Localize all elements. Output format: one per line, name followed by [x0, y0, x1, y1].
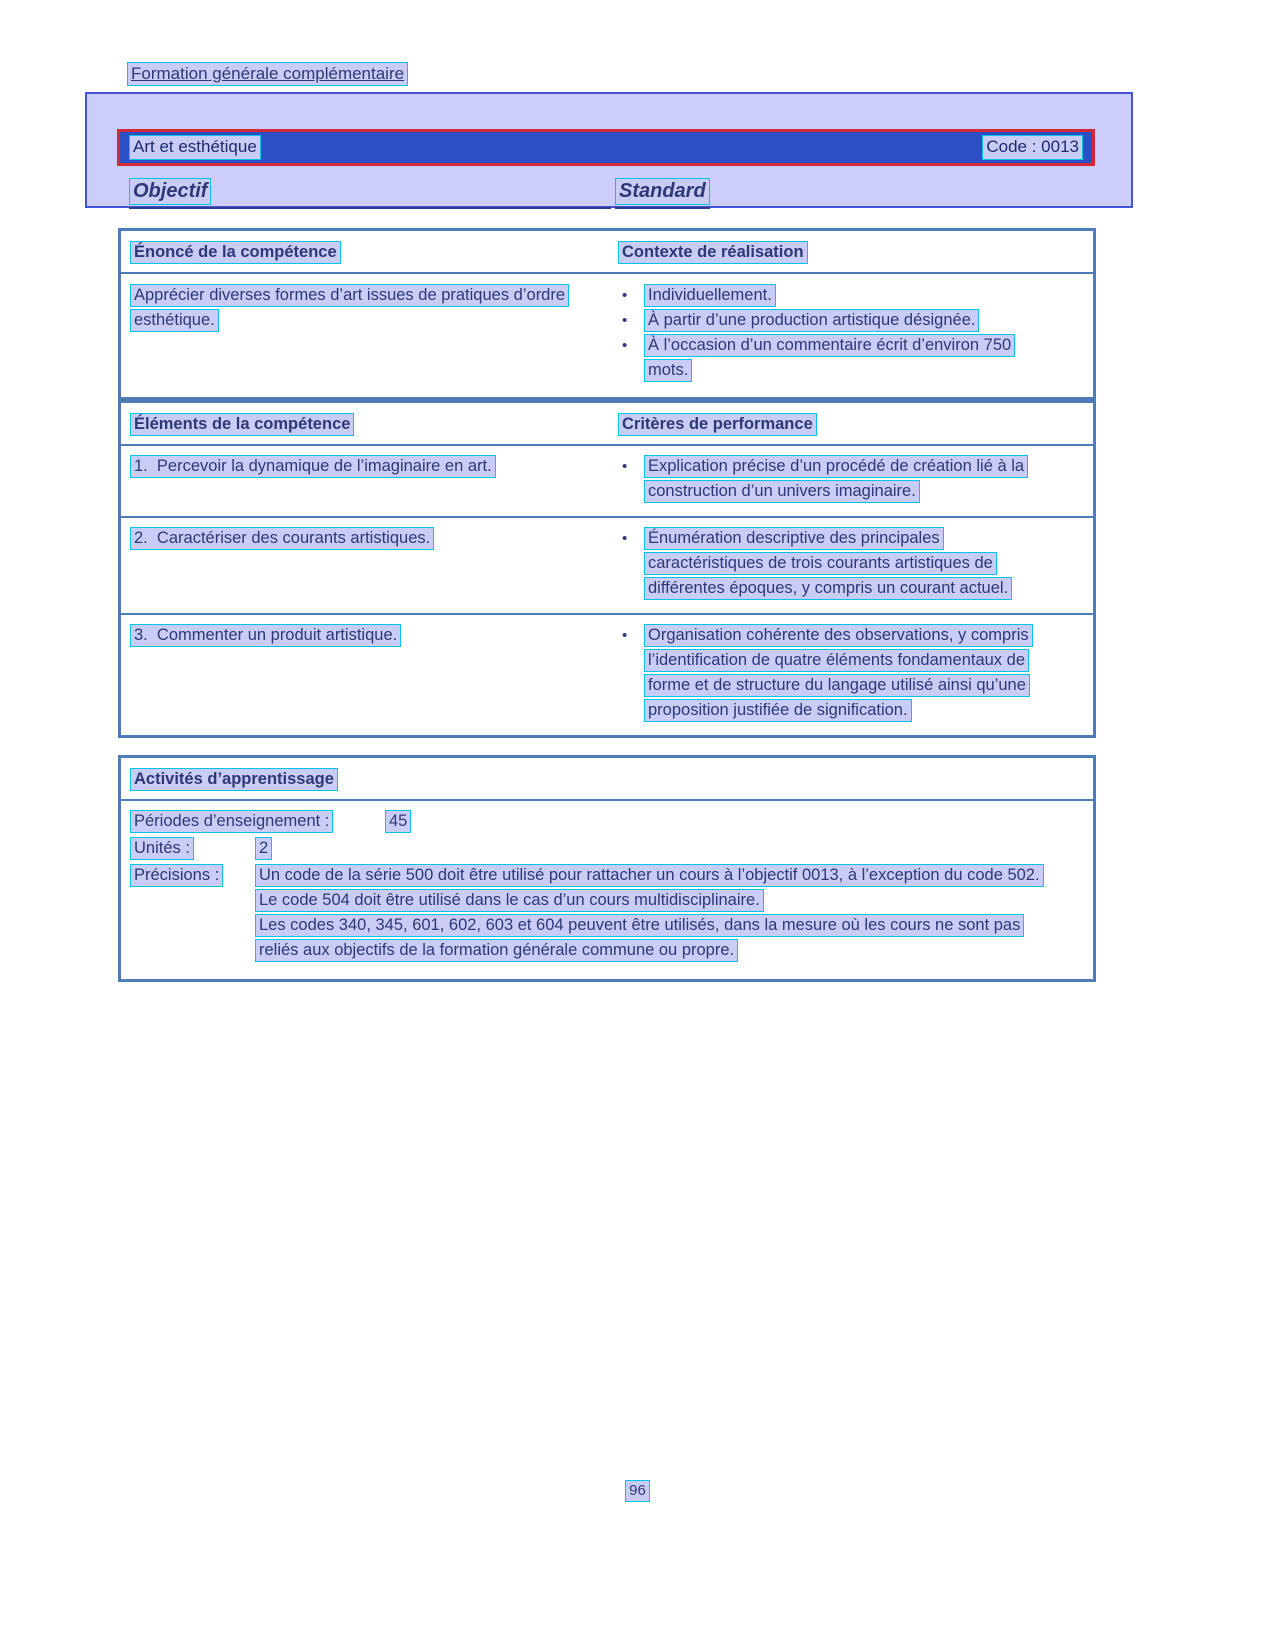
unites-value: 2: [255, 837, 272, 860]
enonce-text: Apprécier diverses formes d’art issues de pratiques d’ordre esthétique.: [130, 284, 569, 332]
course-title: Art et esthétique: [129, 135, 261, 160]
contexte-item: Individuellement.: [644, 284, 776, 307]
list-item: [618, 623, 1084, 723]
periodes-label: Périodes d’enseignement :: [130, 810, 333, 833]
enonce-header-label: Énoncé de la compétence: [130, 241, 341, 264]
header-cell-criteres: [618, 412, 1084, 437]
activites-table: [118, 755, 1096, 982]
element-cell: [130, 623, 618, 723]
element-cell: [130, 454, 618, 504]
critere-text: Explication précise d’un procédé de création lié à la construction d’un univers imaginaire.: [644, 455, 1028, 503]
bullet-icon: •: [622, 312, 628, 329]
precision-paragraph: Un code de la série 500 doit être utilisé pour rattacher un cours à l’objectif 0013, à l’exception du code 502.: [255, 864, 1044, 887]
contexte-item: À partir d’une production artistique désignée.: [644, 309, 979, 332]
precisions-content: [255, 863, 1055, 963]
list-item: [618, 283, 1084, 308]
periodes-value: 45: [385, 810, 411, 833]
section-link[interactable]: Formation générale complémentaire: [127, 62, 408, 86]
precision-paragraph: Le code 504 doit être utilisé dans le cas d’un cours multidisciplinaire.: [255, 889, 764, 912]
objectif-heading: [129, 180, 611, 209]
course-title-bar: [117, 129, 1095, 166]
list-item: [618, 333, 1084, 383]
header-cell-enonce: [130, 240, 618, 265]
element-row: [121, 516, 1093, 613]
critere-cell: [618, 623, 1084, 723]
bullet-icon: •: [622, 337, 628, 354]
precisions-row: [130, 863, 1084, 963]
critere-cell: [618, 454, 1084, 504]
bullet-icon: •: [622, 287, 628, 304]
elements-header-label: Éléments de la compétence: [130, 413, 354, 436]
list-item: [618, 308, 1084, 333]
critere-text: Énumération descriptive des principales caractéristiques de trois courants artistiques de différentes époques, y compris un courant actuel.: [644, 527, 1012, 600]
critere-cell: [618, 526, 1084, 601]
element-cell: [130, 526, 618, 601]
precisions-label: Précisions :: [130, 864, 223, 887]
elements-table: [118, 400, 1096, 738]
competence-table-body: [121, 274, 1093, 397]
contexte-cell: [618, 283, 1084, 383]
page-number: 96: [625, 1480, 650, 1502]
column-headings: [129, 180, 710, 209]
element-row: [121, 613, 1093, 735]
activites-header-label: Activités d’apprentissage: [130, 768, 338, 791]
competence-table-header: [121, 231, 1093, 274]
course-code: Code : 0013: [982, 135, 1083, 160]
element-row: [121, 446, 1093, 516]
header-cell-elements: [130, 412, 618, 437]
unites-row: [130, 836, 1084, 861]
criteres-header-label: Critères de performance: [618, 413, 817, 436]
bullet-icon: •: [622, 627, 628, 644]
list-item: [618, 454, 1084, 504]
list-item: [618, 526, 1084, 601]
unites-label: Unités :: [130, 837, 194, 860]
objectif-label: Objectif: [129, 178, 211, 205]
critere-text: Organisation cohérente des observations, y compris l’identification de quatre éléments fondamentaux de forme et de structure du langage utilisé ainsi qu’une proposition justifiée de signification.: [644, 624, 1033, 722]
precision-paragraph: Les codes 340, 345, 601, 602, 603 et 604 peuvent être utilisés, dans la mesure où les cours ne sont pas reliés aux objectifs de la formation générale commune ou propre.: [255, 914, 1024, 962]
contexte-item: À l’occasion d’un commentaire écrit d’environ 750 mots.: [644, 334, 1015, 382]
standard-heading: [615, 180, 710, 209]
element-text: 1. Percevoir la dynamique de l’imaginaire en art.: [130, 455, 496, 478]
element-text: 2. Caractériser des courants artistiques.: [130, 527, 434, 550]
bullet-icon: •: [622, 530, 628, 547]
periodes-row: [130, 809, 1084, 834]
bullet-icon: •: [622, 458, 628, 475]
contexte-header-label: Contexte de réalisation: [618, 241, 808, 264]
page-number-container: [0, 1482, 1275, 1499]
competence-table: [118, 228, 1096, 400]
enonce-cell: [130, 283, 618, 383]
elements-table-header: [121, 403, 1093, 446]
breadcrumb: [127, 64, 408, 84]
standard-label: Standard: [615, 178, 710, 205]
element-text: 3. Commenter un produit artistique.: [130, 624, 401, 647]
header-cell-contexte: [618, 240, 1084, 265]
activites-table-header: [121, 758, 1093, 801]
activites-table-body: [121, 801, 1093, 979]
